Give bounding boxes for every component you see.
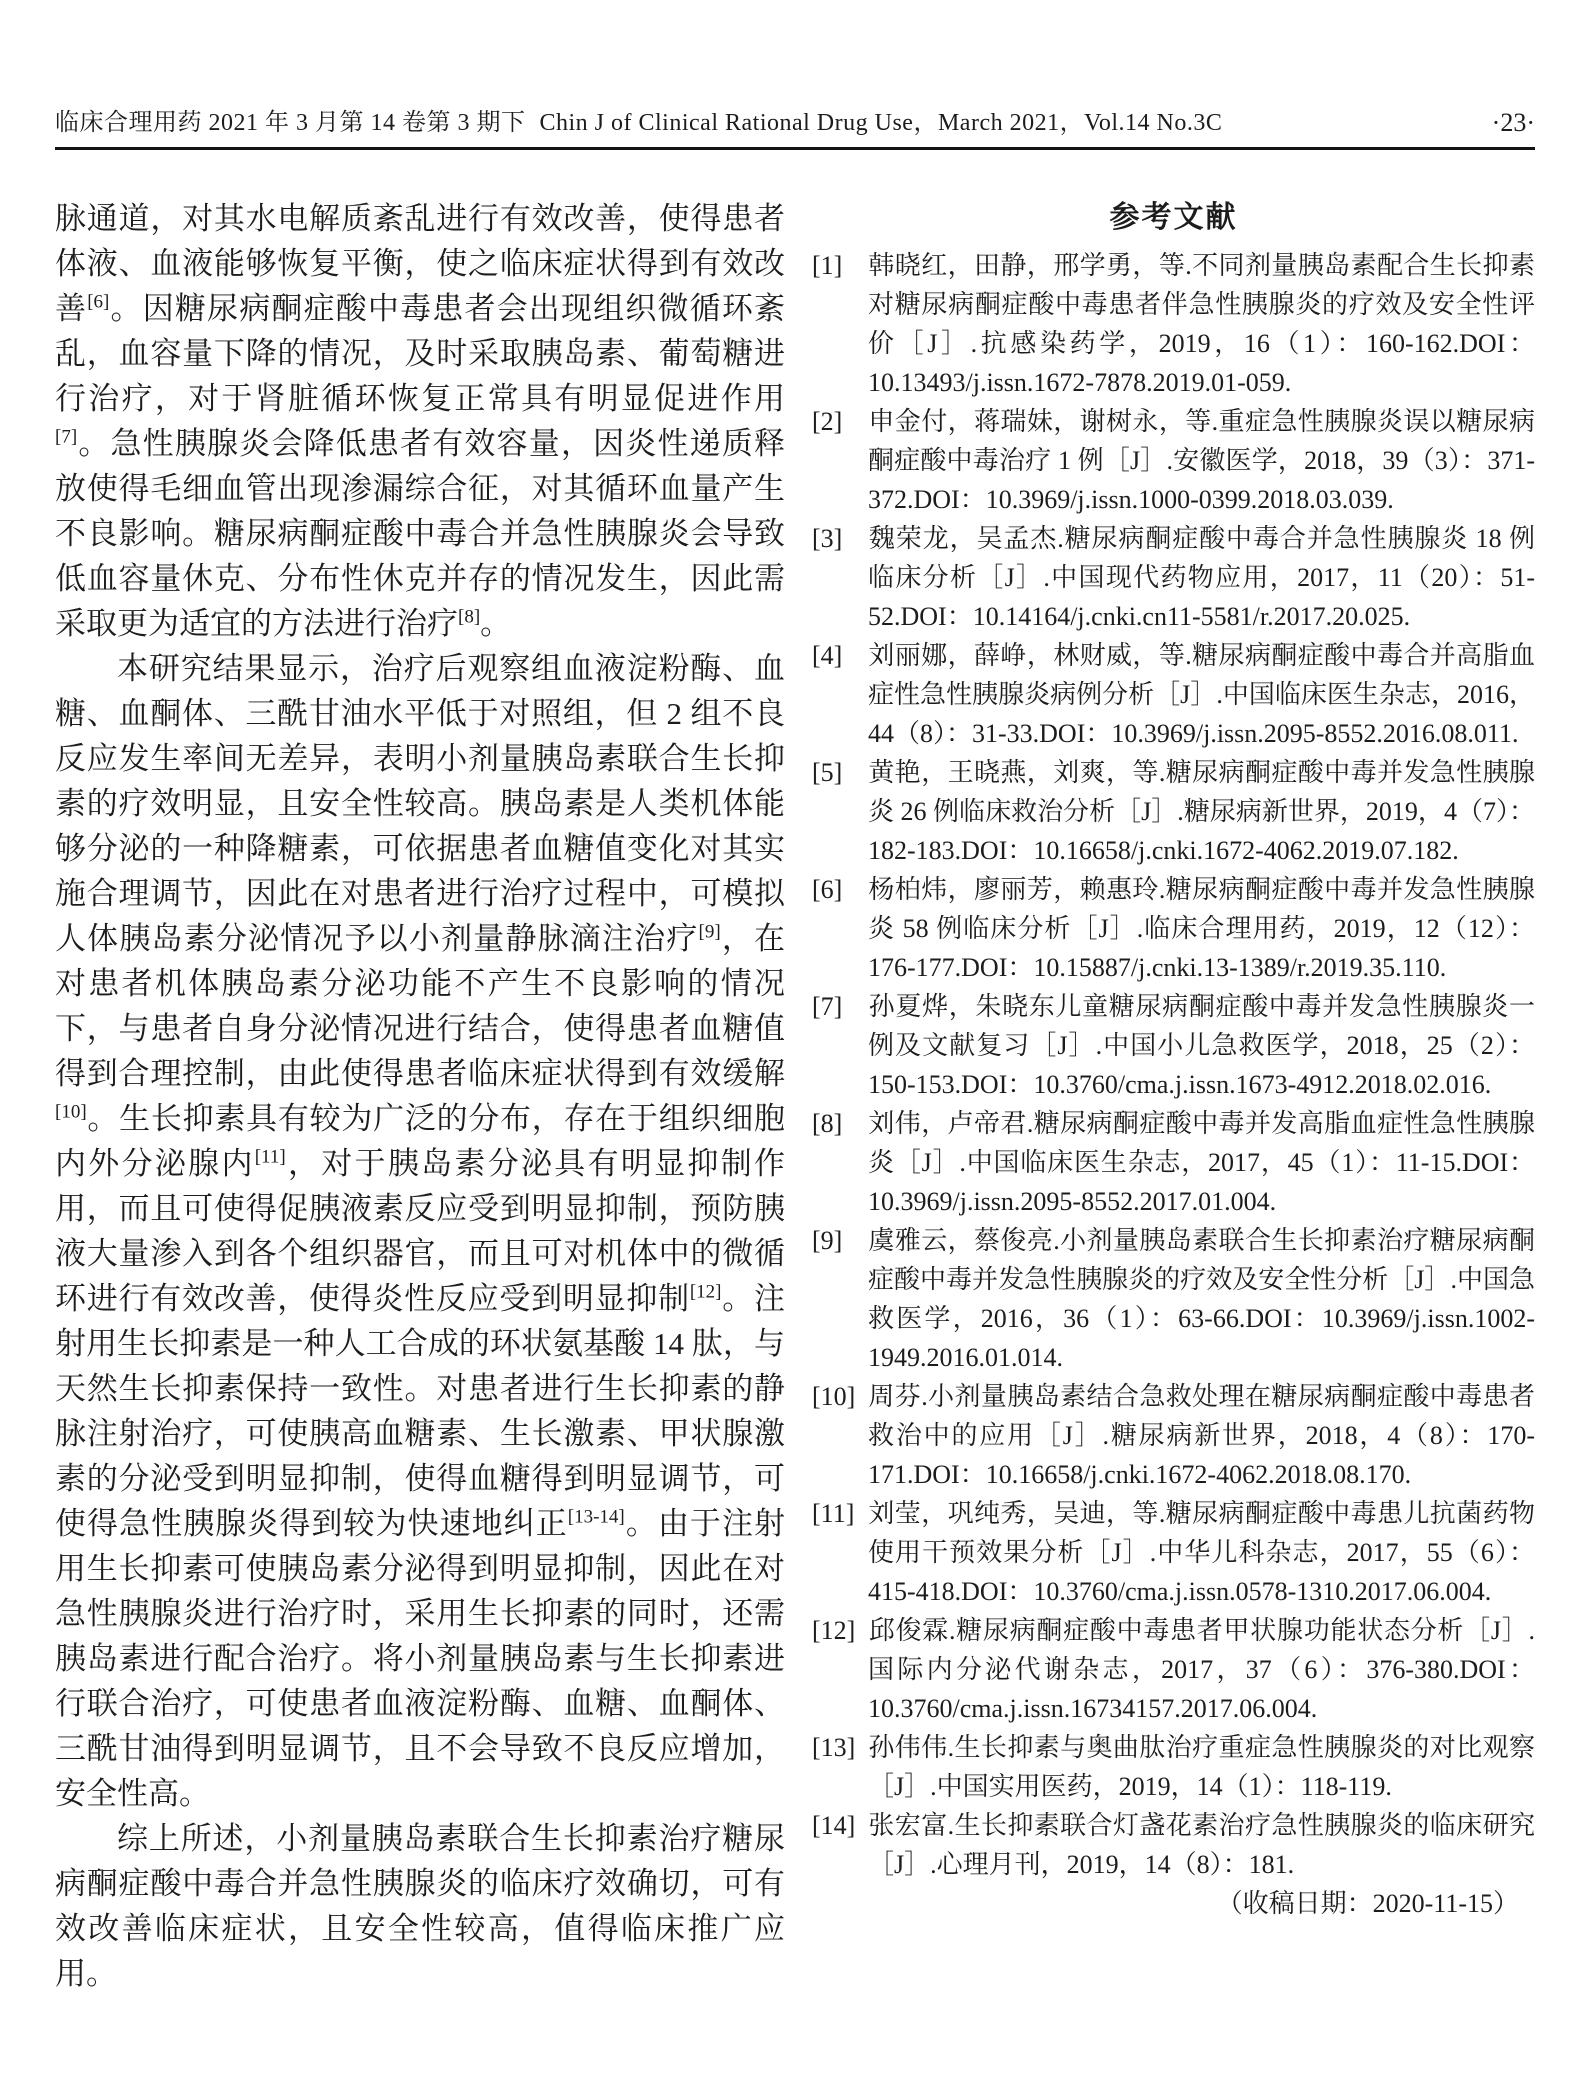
reference-item-6	[812, 870, 1535, 987]
reference-label: [7]	[812, 992, 843, 1021]
reference-text: 孙夏烨，朱晓东儿童糖尿病酮症酸中毒并发急性胰腺炎一例及文献复习［J］.中国小儿急救医学，2018，25（2）：150-153.DOI：10.3760/cma.j.issn.1673-4912.2018.02.016.	[868, 992, 1535, 1099]
reference-text: 周芬.小剂量胰岛素结合急救处理在糖尿病酮症酸中毒患者救治中的应用［J］.糖尿病新世界，2018，4（8）：170-171.DOI：10.16658/j.cnki.1672-4062.2018.08.170.	[868, 1382, 1535, 1489]
reference-label: [6]	[812, 875, 843, 904]
citation-superscript: [12]	[689, 1281, 722, 1303]
reference-label: [3]	[812, 524, 843, 553]
journal-title-english: Chin J of Clinical Rational Drug Use，March 2021，Vol.14 No.3C	[539, 110, 1223, 136]
reference-item-14	[812, 1806, 1535, 1884]
reference-item-5	[812, 753, 1535, 870]
citation-superscript: [13-14]	[567, 1506, 625, 1528]
body-paragraph-1: 脉通道，对其水电解质紊乱进行有效改善，使得患者体液、血液能够恢复平衡，使之临床症状得到有效改善[6]。因糖尿病酮症酸中毒患者会出现组织微循环紊乱，血容量下降的情况，及时采取胰岛素、葡萄糖进行治疗，对于肾脏循环恢复正常具有明显促进作用[7]。急性胰腺炎会降低患者有效容量，因炎性递质释放使得毛细血管出现渗漏综合征，对其循环血量产生不良影响。糖尿病酮症酸中毒合并急性胰腺炎会导致低血容量休克、分布性休克并存的情况发生，因此需采取更为适宜的方法进行治疗[8]。	[55, 201, 786, 641]
reference-text: 刘丽娜，薛峥，林财威，等.糖尿病酮症酸中毒合并高脂血症性急性胰腺炎病例分析［J］.中国临床医生杂志，2016，44（8）：31-33.DOI：10.3969/j.issn.2095-8552.2016.08.011.	[868, 641, 1535, 748]
page-number: ·23·	[1491, 108, 1535, 137]
reference-text: 张宏富.生长抑素联合灯盏花素治疗急性胰腺炎的临床研究［J］.心理月刊，2019，14（8）：181.	[868, 1811, 1535, 1879]
reference-item-11	[812, 1494, 1535, 1611]
reference-text: 魏荣龙，吴孟杰.糖尿病酮症酸中毒合并急性胰腺炎 18 例临床分析［J］.中国现代药物应用，2017，11（20）：51-52.DOI：10.14164/j.cnki.cn11-5581/r.2017.20.025.	[868, 524, 1535, 631]
reference-label: [1]	[812, 251, 843, 280]
reference-item-9	[812, 1221, 1535, 1377]
reference-label: [10]	[812, 1382, 856, 1411]
reference-item-10	[812, 1377, 1535, 1494]
reference-text: 韩晓红，田静，邢学勇，等.不同剂量胰岛素配合生长抑素对糖尿病酮症酸中毒患者伴急性胰腺炎的疗效及安全性评价［J］.抗感染药学，2019，16（1）：160-162.DOI：10.13493/j.issn.1672-7878.2019.01-059.	[868, 251, 1535, 397]
reference-label: [14]	[812, 1811, 856, 1840]
reference-text: 孙伟伟.生长抑素与奥曲肽治疗重症急性胰腺炎的对比观察［J］.中国实用医药，2019，14（1）：118-119.	[868, 1733, 1535, 1801]
reference-label: [12]	[812, 1616, 856, 1645]
reference-label: [8]	[812, 1109, 843, 1138]
citation-superscript: [6]	[87, 291, 110, 313]
reference-text: 申金付，蒋瑞妹，谢树永，等.重症急性胰腺炎误以糖尿病酮症酸中毒治疗 1 例［J］.安徽医学，2018，39（3）：371-372.DOI：10.3969/j.issn.1000-0399.2018.03.039.	[868, 407, 1535, 514]
reference-item-12	[812, 1611, 1535, 1728]
reference-item-1	[812, 246, 1535, 402]
reference-label: [9]	[812, 1226, 843, 1255]
reference-text: 刘伟，卢帝君.糖尿病酮症酸中毒并发高脂血症性急性胰腺炎［J］.中国临床医生杂志，2017，45（1）：11-15.DOI：10.3969/j.issn.2095-8552.2017.01.004.	[868, 1109, 1535, 1216]
reference-text: 黄艳，王晓燕，刘爽，等.糖尿病酮症酸中毒并发急性胰腺炎 26 例临床救治分析［J］.糖尿病新世界，2019，4（7）：182-183.DOI：10.16658/j.cnki.1672-4062.2019.07.182.	[868, 758, 1535, 865]
reference-text: 杨柏炜，廖丽芳，赖惠玲.糖尿病酮症酸中毒并发急性胰腺炎 58 例临床分析［J］.临床合理用药，2019，12（12）：176-177.DOI：10.15887/j.cnki.13-1389/r.2019.35.110.	[868, 875, 1535, 982]
reference-label: [4]	[812, 641, 843, 670]
journal-citation-line	[55, 106, 1222, 140]
right-column-references	[812, 196, 1535, 1996]
reference-item-4	[812, 636, 1535, 753]
journal-title-chinese: 临床合理用药 2021 年 3 月第 14 卷第 3 期下	[55, 110, 526, 136]
two-column-body	[55, 196, 1535, 1996]
citation-superscript: [11]	[254, 1146, 286, 1168]
references-title: 参考文献	[1109, 201, 1238, 234]
citation-superscript: [7]	[55, 426, 78, 448]
reference-label: [2]	[812, 407, 843, 436]
reference-label: [11]	[812, 1499, 855, 1528]
body-paragraph-2: 本研究结果显示，治疗后观察组血液淀粉酶、血糖、血酮体、三酰甘油水平低于对照组，但 2 组不良反应发生率间无差异，表明小剂量胰岛素联合生长抑素的疗效明显，且安全性较高。胰岛素是人类机体能够分泌的一种降糖素，可依据患者血糖值变化对其实施合理调节，因此在对患者进行治疗过程中，可模拟人体胰岛素分泌情况予以小剂量静脉滴注治疗[9]，在对患者机体胰岛素分泌功能不产生不良影响的情况下，与患者自身分泌情况进行结合，使得患者血糖值得到合理控制，由此使得患者临床症状得到有效缓解[10]。生长抑素具有较为广泛的分布，存在于组织细胞内外分泌腺内[11]，对于胰岛素分泌具有明显抑制作用，而且可使得促胰液素反应受到明显抑制，预防胰液大量渗入到各个组织器官，而且可对机体中的微循环进行有效改善，使得炎性反应受到明显抑制[12]。注射用生长抑素是一种人工合成的环状氨基酸 14 肽，与天然生长抑素保持一致性。对患者进行生长抑素的静脉注射治疗，可使胰高血糖素、生长激素、甲状腺激素的分泌受到明显抑制，使得血糖得到明显调节，可使得急性胰腺炎得到较为快速地纠正[13-14]。由于注射用生长抑素可使胰岛素分泌得到明显抑制，因此在对急性胰腺炎进行治疗时，采用生长抑素的同时，还需胰岛素进行配合治疗。将小剂量胰岛素与生长抑素进行联合治疗，可使患者血液淀粉酶、血糖、血酮体、三酰甘油得到明显调节，且不会导致不良反应增加，安全性高。	[55, 651, 786, 1811]
reference-item-8	[812, 1104, 1535, 1221]
reference-item-7	[812, 987, 1535, 1104]
reference-label: [13]	[812, 1733, 856, 1762]
page-header	[55, 0, 1535, 150]
body-paragraph-3: 综上所述，小剂量胰岛素联合生长抑素治疗糖尿病酮症酸中毒合并急性胰腺炎的临床疗效确切，可有效改善临床症状，且安全性较高，值得临床推广应用。	[55, 1821, 785, 1991]
reference-text: 邱俊霖.糖尿病酮症酸中毒患者甲状腺功能状态分析［J］.国际内分泌代谢杂志，2017，37（6）：376-380.DOI：10.3760/cma.j.issn.16734157.2017.06.004.	[868, 1616, 1535, 1723]
reference-item-13	[812, 1728, 1535, 1806]
reference-label: [5]	[812, 758, 843, 787]
left-column-body-text	[55, 196, 785, 1996]
received-date: （收稿日期：2020-11-15）	[1216, 1889, 1519, 1918]
reference-text: 刘莹，巩纯秀，吴迪，等.糖尿病酮症酸中毒患儿抗菌药物使用干预效果分析［J］.中华儿科杂志，2017，55（6）：415-418.DOI：10.3760/cma.j.issn.0578-1310.2017.06.004.	[868, 1499, 1535, 1606]
citation-superscript: [9]	[698, 921, 721, 943]
reference-item-2	[812, 402, 1535, 519]
citation-superscript: [8]	[458, 606, 481, 628]
reference-text: 虞雅云，蔡俊亮.小剂量胰岛素联合生长抑素治疗糖尿病酮症酸中毒并发急性胰腺炎的疗效及安全性分析［J］.中国急救医学，2016，36（1）：63-66.DOI：10.3969/j.issn.1002-1949.2016.01.014.	[868, 1226, 1535, 1372]
references-list	[812, 246, 1535, 1884]
reference-item-3	[812, 519, 1535, 636]
citation-superscript: [10]	[55, 1101, 87, 1123]
